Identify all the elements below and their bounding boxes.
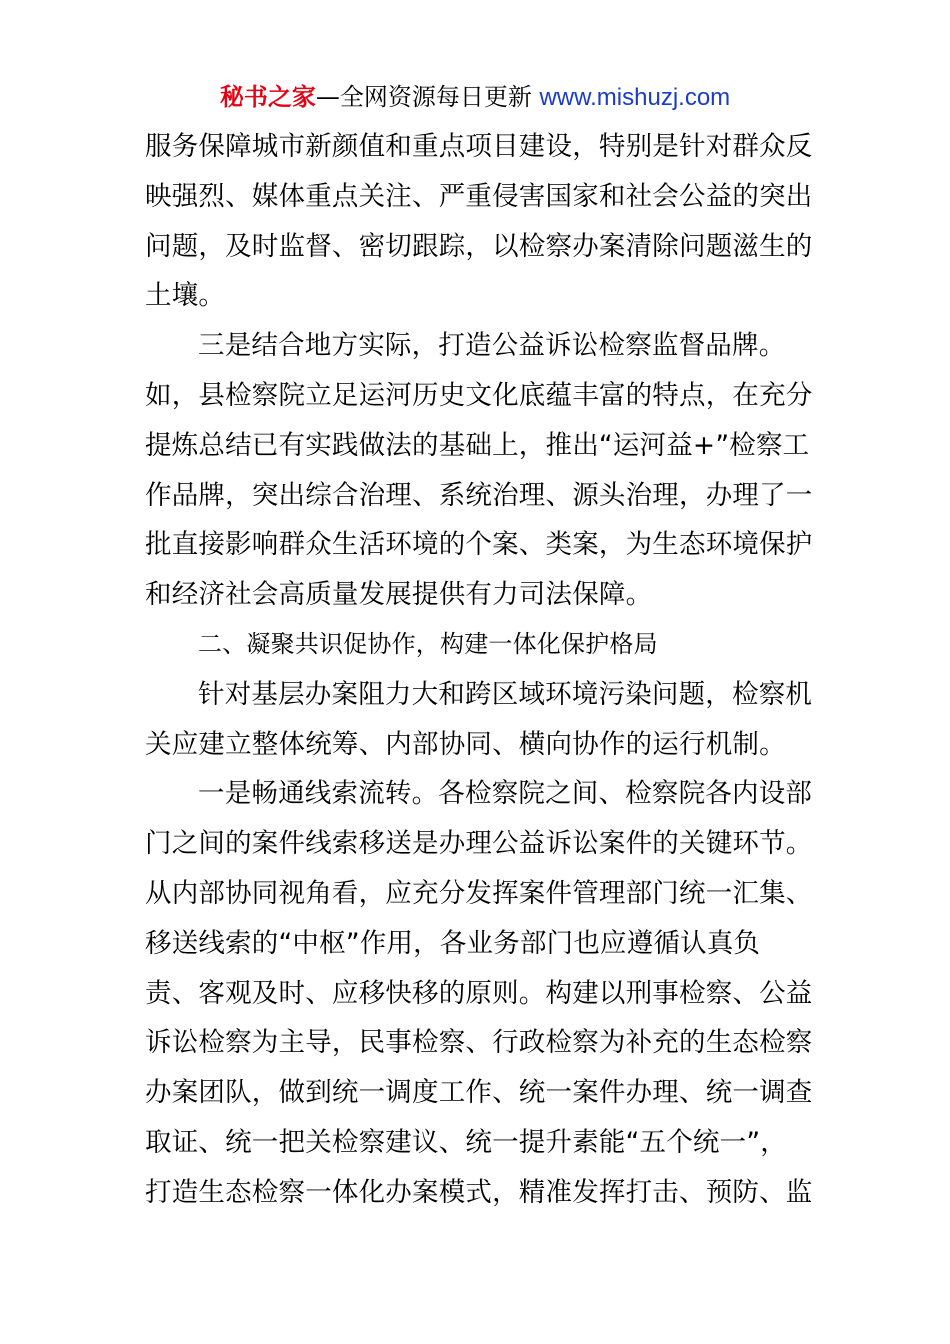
document-body [145, 122, 813, 1218]
text-line: 移送线索的“中枢”作用，各业务部门也应遵循认真负 [145, 927, 761, 959]
text-line: 取证、统一把关检察建议、统一提升素能“五个统一”， [145, 1126, 787, 1158]
text-line: 办案团队，做到统一调度工作、统一案件办理、统一调查 [145, 1077, 813, 1109]
text-line: 门之间的案件线索移送是办理公益诉讼案件的关键环节。 [145, 828, 813, 860]
text-line: 关应建立整体统筹、内部协同、横向协作的运行机制。 [145, 728, 786, 760]
site-url-link[interactable]: www.mishuzj.com [539, 84, 731, 111]
text-line: 问题，及时监督、密切跟踪，以检察办案清除问题滋生的 [145, 230, 813, 262]
text-line: 从内部协同视角看，应充分发挥案件管理部门统一汇集、 [145, 877, 813, 909]
section-heading: 二、凝聚共识促协作，构建一体化保护格局 [198, 629, 658, 658]
text-line: 服务保障城市新颜值和重点项目建设，特别是针对群众反 [145, 131, 813, 162]
paragraph-start-line: 针对基层办案阻力大和跨区域环境污染问题，检察机 [198, 678, 813, 710]
text-line: 批直接影响群众生活环境的个案、类案，为生态环境保护 [145, 529, 813, 561]
text-line: 映强烈、媒体重点关注、严重侵害国家和社会公益的突出 [145, 180, 813, 212]
text-line: 和经济社会高质量发展提供有力司法保障。 [145, 579, 653, 611]
text-line: 土壤。 [145, 280, 226, 312]
text-line: 提炼总结已有实践做法的基础上，推出“运河益+”检察工 [145, 429, 810, 461]
site-tagline: —全网资源每日更新 [315, 83, 540, 111]
text-line: 如，县检察院立足运河历史文化底蕴丰富的特点，在充分 [145, 379, 813, 411]
text-line: 诉讼检察为主导，民事检察、行政检察为补充的生态检察 [145, 1027, 813, 1059]
site-header [0, 80, 950, 115]
paragraph-start-line: 三是结合地方实际，打造公益诉讼检察监督品牌。 [198, 330, 786, 362]
text-line: 责、客观及时、应移快移的原则。构建以刑事检察、公益 [145, 977, 813, 1009]
paragraph-start-line: 一是畅通线索流转。各检察院之间、检察院各内设部 [198, 778, 813, 810]
site-brand-name: 秘书之家 [219, 83, 316, 111]
text-line: 打造生态检察一体化办案模式，精准发挥打击、预防、监 [145, 1176, 813, 1208]
text-line: 作品牌，突出综合治理、系统治理、源头治理，办理了一 [145, 479, 813, 511]
